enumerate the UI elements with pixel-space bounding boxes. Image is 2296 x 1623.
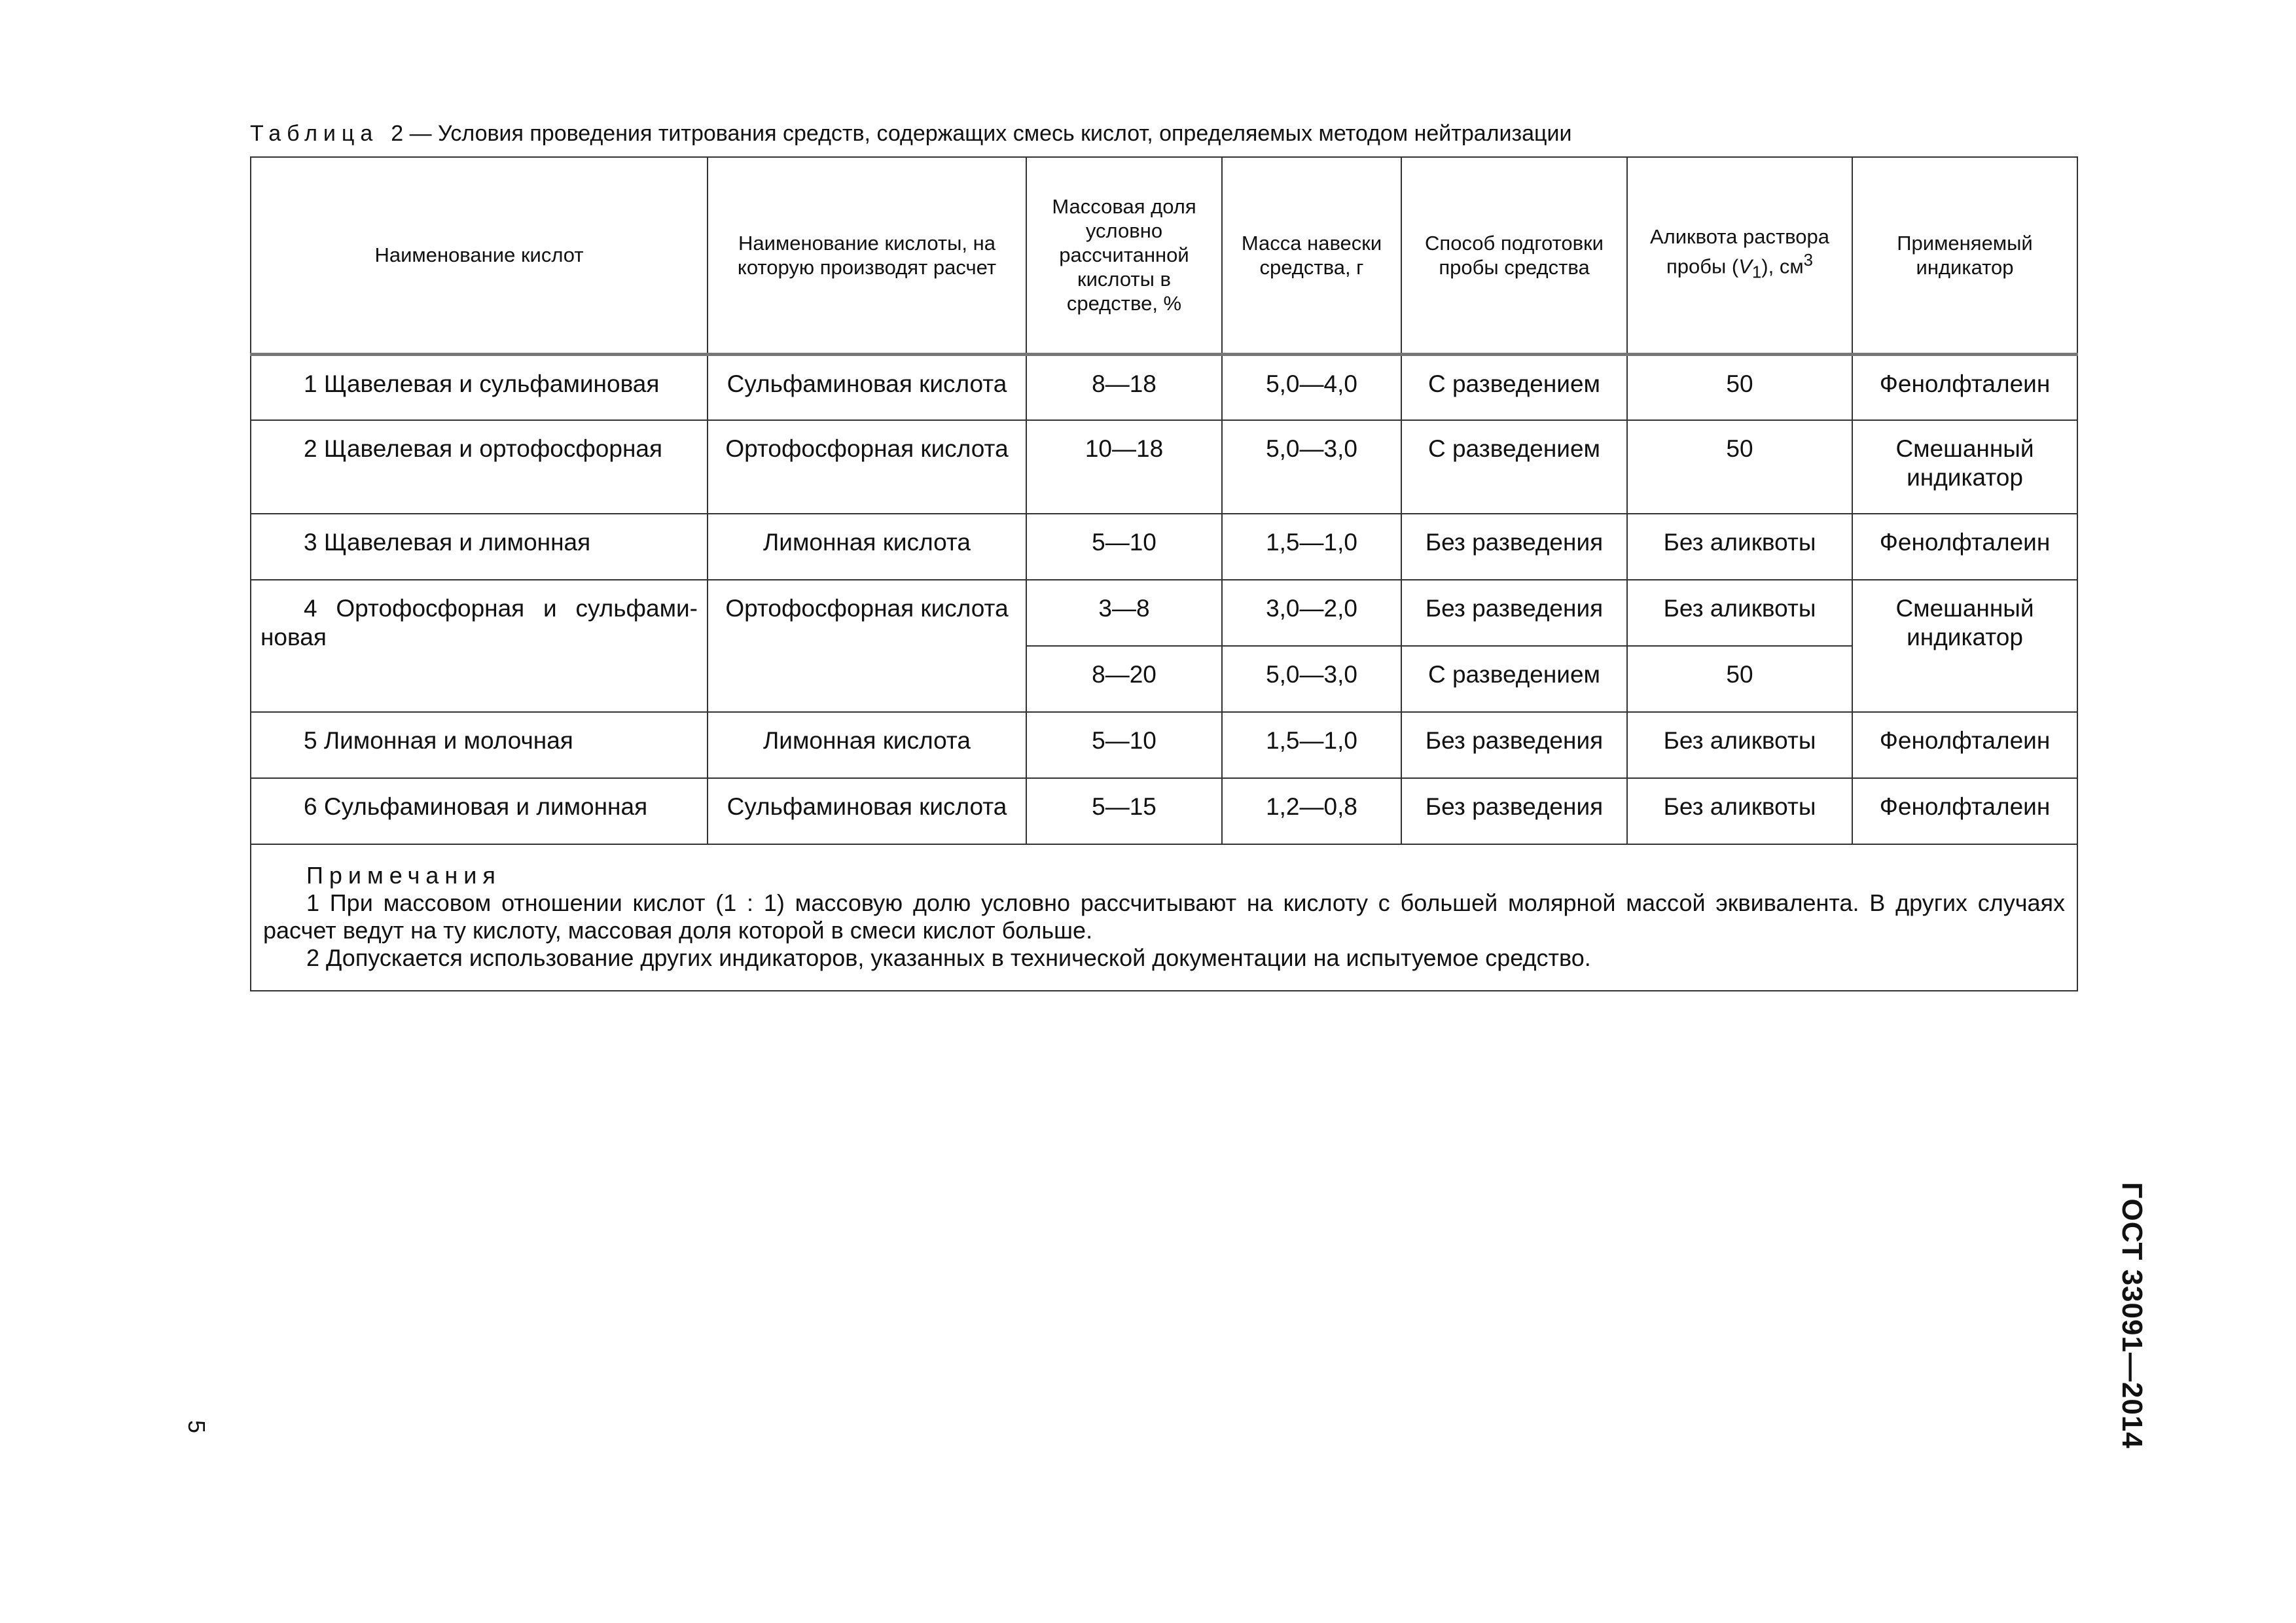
cell-sample-mass: 1,5—1,0 bbox=[1222, 514, 1401, 580]
cell-aliquot: 50 bbox=[1627, 354, 1852, 420]
cell-mass-fraction: 5—15 bbox=[1026, 778, 1222, 844]
header-acids: Наименование кислот bbox=[251, 157, 708, 354]
cell-prep-method: С разведением bbox=[1401, 646, 1627, 712]
table-row bbox=[251, 354, 2077, 420]
cell-aliquot: Без аликвоты bbox=[1627, 712, 1852, 778]
table-caption bbox=[250, 118, 2083, 149]
cell-mass-fraction: 8—18 bbox=[1026, 354, 1222, 420]
cell-acids bbox=[251, 580, 708, 712]
cell-acids bbox=[251, 778, 708, 844]
cell-indicator: Смешанный индикатор bbox=[1852, 420, 2077, 514]
cell-indicator: Фенолфталеин bbox=[1852, 354, 2077, 420]
cell-calc-acid: Лимонная кислота bbox=[708, 514, 1026, 580]
header-aliquot-prefix: Аликвота раствора пробы ( bbox=[1649, 225, 1830, 278]
cell-indicator: Фенолфталеин bbox=[1852, 712, 2077, 778]
table-row bbox=[251, 712, 2077, 778]
cell-calc-acid: Сульфаминовая кислота bbox=[708, 778, 1026, 844]
notes-cell bbox=[251, 844, 2077, 991]
note-item: 2 Допускается использование других индикаторов, указанных в технической документации на испытуемое средство. bbox=[306, 944, 1591, 971]
cell-acids-text: 1 Щавелевая и сульфаминовая bbox=[304, 370, 660, 397]
notes-row bbox=[251, 844, 2077, 991]
cell-acids-text: 6 Сульфаминовая и лимонная bbox=[304, 793, 648, 820]
page-number-text: 5 bbox=[183, 1419, 210, 1434]
table-row bbox=[251, 514, 2077, 580]
table-caption-label: Таблица bbox=[250, 121, 379, 146]
cell-prep-method: С разведением bbox=[1401, 354, 1627, 420]
page-number bbox=[183, 1414, 209, 1440]
cell-aliquot: 50 bbox=[1627, 420, 1852, 514]
cell-sample-mass: 5,0—3,0 bbox=[1222, 646, 1401, 712]
note-item: 1 При массовом отношении кислот (1 : 1) массовую долю условно рассчитывают на кислоту с большей молярной массой эквивалента. В других случаях расчет ведут на ту кислоту, массовая доля которой в смеси кислот больше. bbox=[263, 889, 2065, 944]
cell-calc-acid: Сульфаминовая кислота bbox=[708, 354, 1026, 420]
table-row bbox=[251, 580, 2077, 646]
header-prep-method: Способ подготовки пробы средства bbox=[1401, 157, 1627, 354]
table-caption-text: 2 — Условия проведения титрования средств, содержащих смесь кислот, определяемых методом нейтрализации bbox=[391, 121, 1572, 146]
titration-conditions-table bbox=[250, 156, 2078, 991]
cell-prep-method: Без разведения bbox=[1401, 514, 1627, 580]
cell-acids-text: 3 Щавелевая и лимонная bbox=[304, 529, 591, 556]
cell-prep-method: Без разведения bbox=[1401, 778, 1627, 844]
cell-acids bbox=[251, 354, 708, 420]
header-calc-acid: Наименование кислоты, на которую производят расчет bbox=[708, 157, 1026, 354]
cell-acids-text: 2 Щавелевая и ортофосфорная bbox=[304, 435, 662, 462]
cell-acids bbox=[251, 712, 708, 778]
header-aliquot-mid: ), см bbox=[1761, 255, 1804, 278]
cell-aliquot: Без аликвоты bbox=[1627, 778, 1852, 844]
table-row bbox=[251, 778, 2077, 844]
header-aliquot bbox=[1627, 157, 1852, 354]
header-aliquot-sup: 3 bbox=[1803, 251, 1814, 270]
cell-acids bbox=[251, 420, 708, 514]
table-header-row bbox=[251, 157, 2077, 354]
cell-sample-mass: 5,0—4,0 bbox=[1222, 354, 1401, 420]
document-standard-title bbox=[2109, 1182, 2155, 1449]
cell-prep-method: Без разведения bbox=[1401, 580, 1627, 646]
cell-indicator: Фенолфталеин bbox=[1852, 514, 2077, 580]
cell-prep-method: Без разведения bbox=[1401, 712, 1627, 778]
cell-aliquot: 50 bbox=[1627, 646, 1852, 712]
cell-mass-fraction: 8—20 bbox=[1026, 646, 1222, 712]
cell-acids-line1: 4 Ортофосфорная и сульфами- bbox=[304, 595, 698, 622]
table-row bbox=[251, 420, 2077, 514]
cell-aliquot: Без аликвоты bbox=[1627, 580, 1852, 646]
cell-sample-mass: 1,5—1,0 bbox=[1222, 712, 1401, 778]
cell-mass-fraction: 5—10 bbox=[1026, 712, 1222, 778]
cell-mass-fraction: 3—8 bbox=[1026, 580, 1222, 646]
cell-aliquot: Без аликвоты bbox=[1627, 514, 1852, 580]
cell-sample-mass: 5,0—3,0 bbox=[1222, 420, 1401, 514]
cell-indicator: Фенолфталеин bbox=[1852, 778, 2077, 844]
cell-sample-mass: 3,0—2,0 bbox=[1222, 580, 1401, 646]
cell-prep-method: С разведением bbox=[1401, 420, 1627, 514]
header-aliquot-sub: 1 bbox=[1751, 264, 1762, 282]
header-mass-fraction: Массовая доля условно рассчитанной кислоты в средстве, % bbox=[1026, 157, 1222, 354]
cell-indicator: Смешанный индикатор bbox=[1852, 580, 2077, 712]
cell-calc-acid: Ортофосфорная кислота bbox=[708, 420, 1026, 514]
cell-calc-acid: Ортофосфорная кислота bbox=[708, 580, 1026, 712]
header-aliquot-var: V bbox=[1738, 255, 1752, 278]
document-standard-title-text: ГОСТ 33091—2014 bbox=[2116, 1182, 2148, 1449]
cell-calc-acid: Лимонная кислота bbox=[708, 712, 1026, 778]
cell-mass-fraction: 10—18 bbox=[1026, 420, 1222, 514]
header-indicator: Применяемый индикатор bbox=[1852, 157, 2077, 354]
cell-acids bbox=[251, 514, 708, 580]
cell-acids-line2: новая bbox=[260, 624, 327, 651]
header-sample-mass: Масса навески средства, г bbox=[1222, 157, 1401, 354]
cell-acids-text: 5 Лимонная и молочная bbox=[304, 727, 573, 754]
notes-title: Примечания bbox=[306, 862, 501, 889]
cell-sample-mass: 1,2—0,8 bbox=[1222, 778, 1401, 844]
cell-mass-fraction: 5—10 bbox=[1026, 514, 1222, 580]
